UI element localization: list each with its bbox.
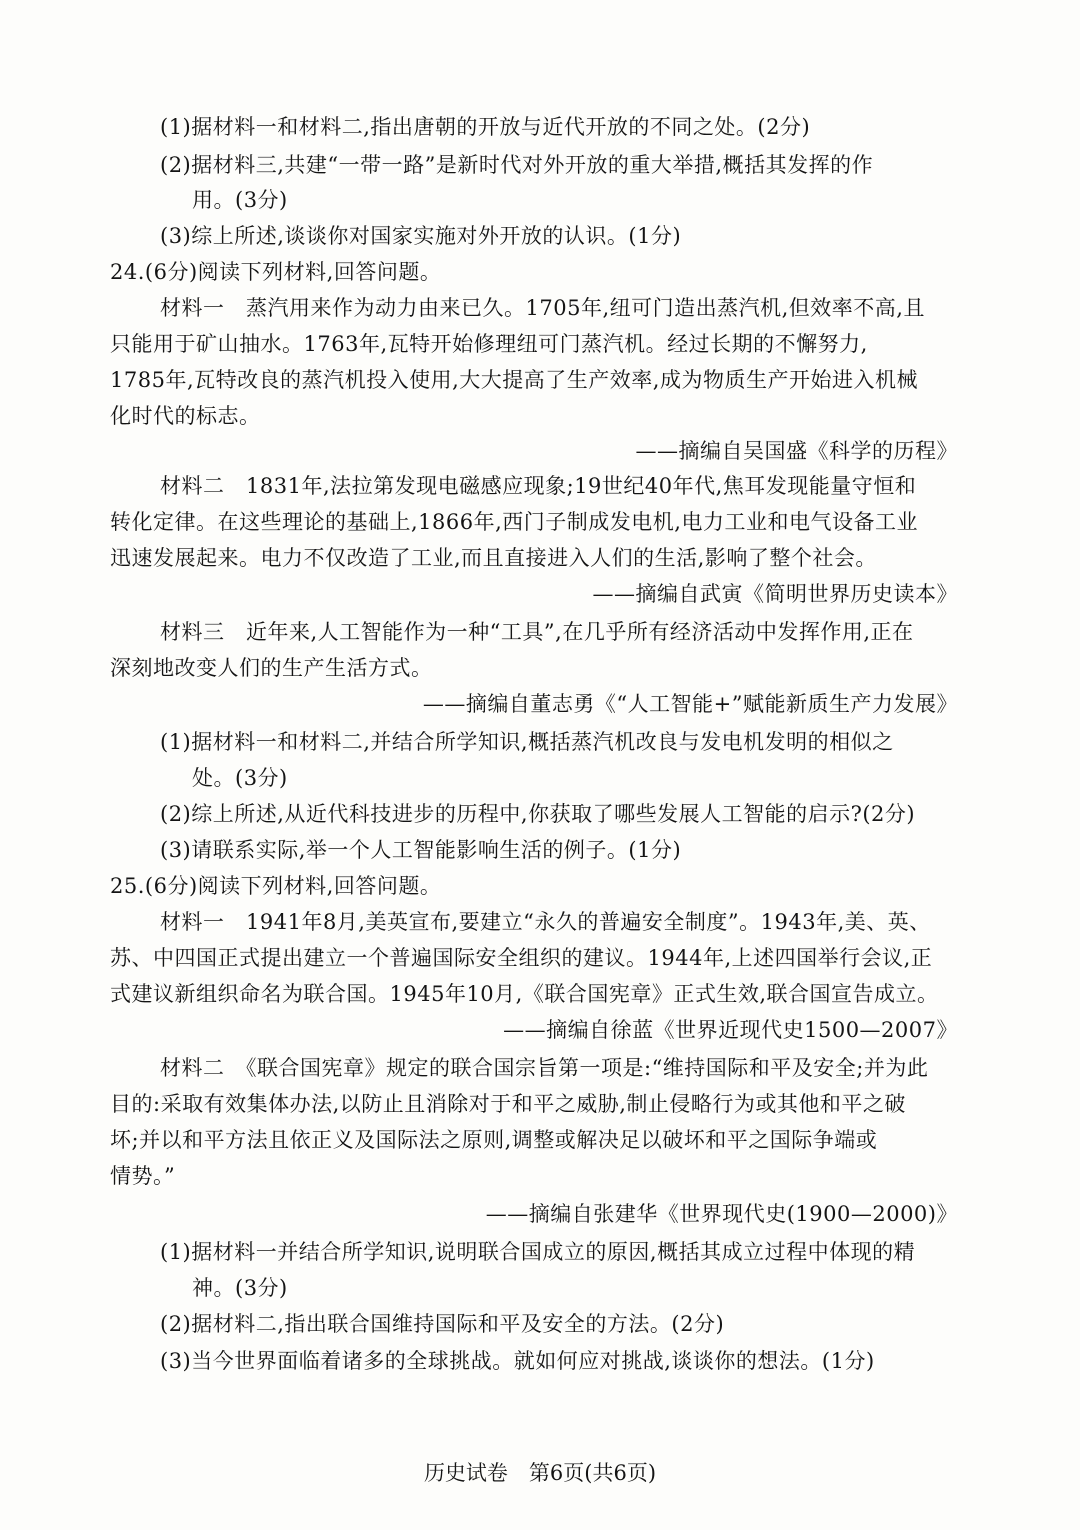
q25-material2-line1: 材料二 《联合国宪章》规定的联合国宗旨第一项是:“维持国际和平及安全;并为此 bbox=[160, 1056, 929, 1080]
q24-sub3: (3)请联系实际,举一个人工智能影响生活的例子。(1分) bbox=[160, 838, 682, 862]
q24-material3-source: ——摘编自董志勇《“人工智能+”赋能新质生产力发展》 bbox=[422, 692, 958, 716]
q23-sub2-line1: (2)据材料三,共建“一带一路”是新时代对外开放的重大举措,概括其发挥的作 bbox=[160, 153, 874, 177]
q24-material1-source: ——摘编自吴国盛《科学的历程》 bbox=[635, 439, 958, 463]
q23-sub3: (3)综上所述,谈谈你对国家实施对外开放的认识。(1分) bbox=[160, 224, 682, 248]
q24-material2-line3: 迅速发展起来。电力不仅改造了工业,而且直接进入人们的生活,影响了整个社会。 bbox=[110, 546, 877, 570]
page-footer: 历史试卷 第6页(共6页) bbox=[423, 1461, 657, 1485]
q24-material3-line2: 深刻地改变人们的生产生活方式。 bbox=[110, 656, 433, 680]
q25-heading: 25.(6分)阅读下列材料,回答问题。 bbox=[110, 874, 442, 898]
q24-material1-line4: 化时代的标志。 bbox=[110, 404, 261, 428]
q24-material1-line2: 只能用于矿山抽水。1763年,瓦特开始修理纽可门蒸汽机。经过长期的不懈努力, bbox=[110, 332, 868, 356]
q25-material2-line4: 情势。” bbox=[110, 1164, 176, 1188]
q24-heading: 24.(6分)阅读下列材料,回答问题。 bbox=[110, 260, 442, 284]
q24-sub2: (2)综上所述,从近代科技进步的历程中,你获取了哪些发展人工智能的启示?(2分) bbox=[160, 802, 916, 826]
q25-material1-source: ——摘编自徐蓝《世界近现代史1500—2007》 bbox=[503, 1018, 958, 1042]
q25-material1-line3: 式建议新组织命名为联合国。1945年10月,《联合国宪章》正式生效,联合国宣告成立。 bbox=[110, 982, 939, 1006]
q24-material2-line1: 材料二 1831年,法拉第发现电磁感应现象;19世纪40年代,焦耳发现能量守恒和 bbox=[160, 474, 917, 498]
q24-material2-source: ——摘编自武寅《简明世界历史读本》 bbox=[592, 582, 958, 606]
q25-material1-line2: 苏、中四国正式提出建立一个普遍国际安全组织的建议。1944年,上述四国举行会议,正 bbox=[110, 946, 933, 970]
q24-sub1-line2: 处。(3分) bbox=[192, 766, 288, 790]
q24-sub1-line1: (1)据材料一和材料二,并结合所学知识,概括蒸汽机改良与发电机发明的相似之 bbox=[160, 730, 894, 754]
q25-sub2: (2)据材料二,指出联合国维持国际和平及安全的方法。(2分) bbox=[160, 1312, 725, 1336]
q25-sub1-line2: 神。(3分) bbox=[192, 1276, 288, 1300]
q23-sub1: (1)据材料一和材料二,指出唐朝的开放与近代开放的不同之处。(2分) bbox=[160, 115, 811, 139]
q24-material1-line1: 材料一 蒸汽用来作为动力由来已久。1705年,纽可门造出蒸汽机,但效率不高,且 bbox=[160, 296, 925, 320]
q25-material1-line1: 材料一 1941年8月,美英宣布,要建立“永久的普遍安全制度”。1943年,美、英、 bbox=[160, 910, 931, 934]
q25-material2-line3: 坏;并以和平方法且依正义及国际法之原则,调整或解决足以破坏和平之国际争端或 bbox=[110, 1128, 878, 1152]
q24-material1-line3: 1785年,瓦特改良的蒸汽机投入使用,大大提高了生产效率,成为物质生产开始进入机械 bbox=[110, 368, 918, 392]
q24-material2-line2: 转化定律。在这些理论的基础上,1866年,西门子制成发电机,电力工业和电气设备工业 bbox=[110, 510, 918, 534]
q25-sub3: (3)当今世界面临着诸多的全球挑战。就如何应对挑战,谈谈你的想法。(1分) bbox=[160, 1349, 875, 1373]
q25-material2-source: ——摘编自张建华《世界现代史(1900—2000)》 bbox=[485, 1202, 958, 1226]
q25-sub1-line1: (1)据材料一并结合所学知识,说明联合国成立的原因,概括其成立过程中体现的精 bbox=[160, 1240, 916, 1264]
q24-material3-line1: 材料三 近年来,人工智能作为一种“工具”,在几乎所有经济活动中发挥作用,正在 bbox=[160, 620, 914, 644]
q25-material2-line2: 目的:采取有效集体办法,以防止且消除对于和平之威胁,制止侵略行为或其他和平之破 bbox=[110, 1092, 906, 1116]
q23-sub2-line2: 用。(3分) bbox=[192, 188, 288, 212]
